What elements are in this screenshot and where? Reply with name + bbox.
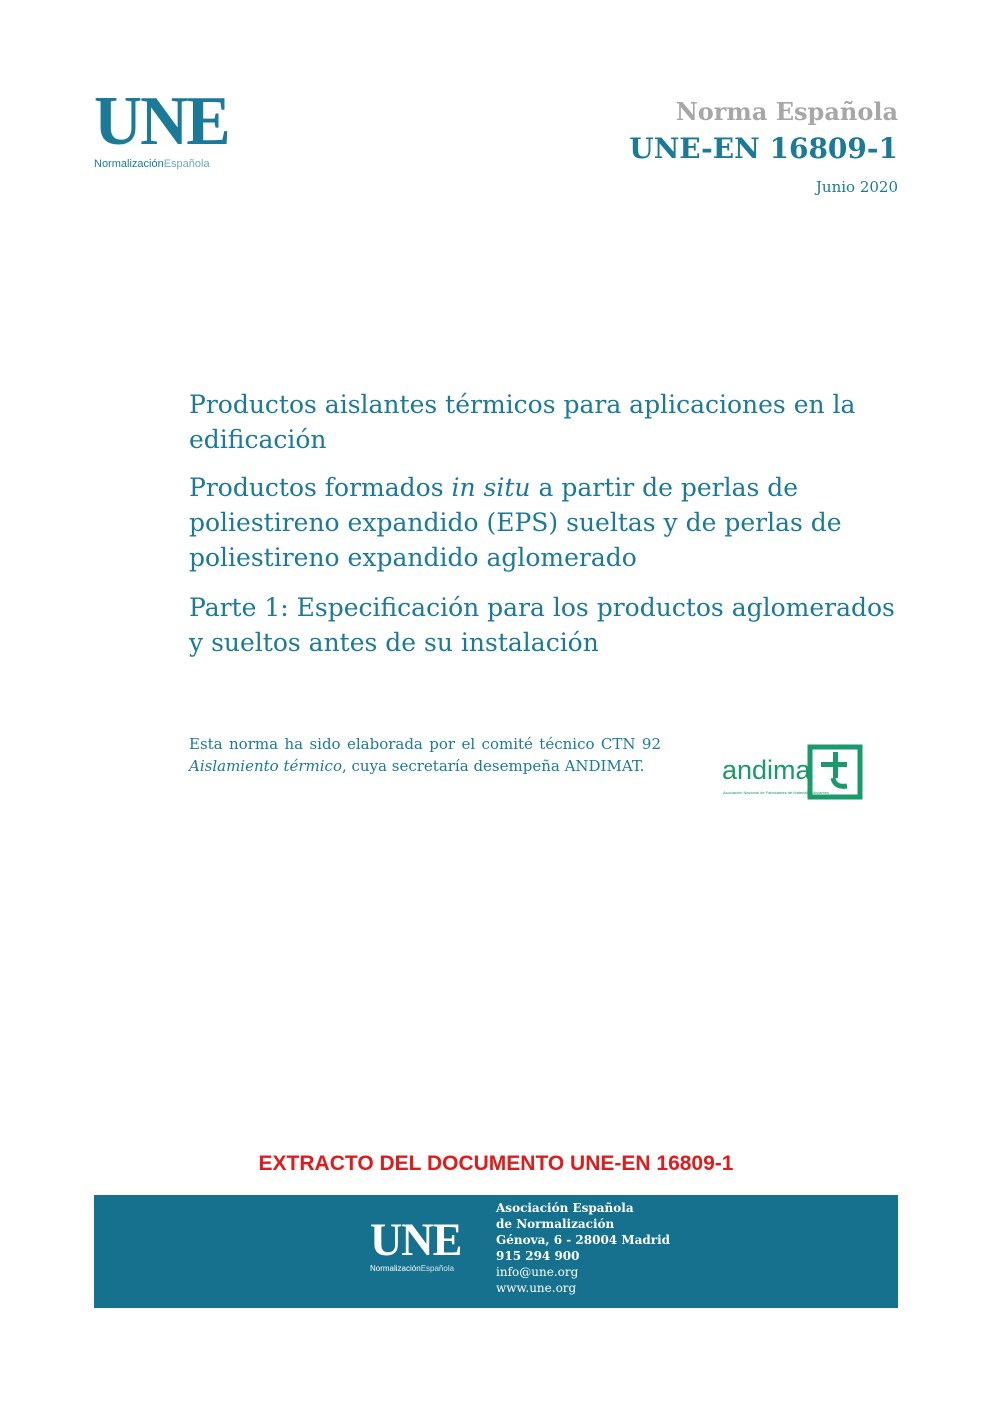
andimat-logo <box>720 742 865 802</box>
footer-band <box>94 1195 898 1308</box>
footer-contact-info <box>496 1200 670 1296</box>
extract-banner: EXTRACTO DEL DOCUMENTO UNE-EN 16809-1 <box>258 1152 734 1175</box>
footer-logo-sub-dark: Normalización <box>370 1264 421 1273</box>
title-2-pre: Productos formados <box>189 473 452 502</box>
footer-org-line2: de Normalización <box>496 1217 615 1231</box>
title-2-italic: in situ <box>451 473 531 502</box>
footer-phone: 915 294 900 <box>496 1249 580 1263</box>
andimat-logo-caption: Asociación Nacional de Fabricantes de Materiales Aislantes <box>723 790 829 795</box>
norma-label: Norma Española <box>675 97 898 126</box>
title-complementary <box>189 470 904 575</box>
committee-statement <box>189 733 661 777</box>
logo-sub-light: Española <box>163 158 210 170</box>
title-2-post: a partir de perlas de poliestireno expandido (EPS) sueltas y de perlas de poliestireno expandido aglomerado <box>189 473 842 572</box>
footer-une-logo <box>370 1214 466 1273</box>
andimat-logo-word: andima <box>722 755 811 785</box>
footer-address: Génova, 6 - 28004 Madrid <box>496 1233 671 1247</box>
une-logo-word: UNE <box>94 83 229 160</box>
standard-date: Junio 2020 <box>815 178 898 196</box>
footer-web-link[interactable]: www.une.org <box>496 1281 577 1295</box>
une-logo <box>94 83 244 170</box>
footer-org-line1: Asociación Española <box>496 1201 634 1215</box>
standard-code: UNE-EN 16809-1 <box>629 132 898 165</box>
committee-post: , cuya secretaría desempeña ANDIMAT. <box>341 757 645 775</box>
footer-logo-sub-light: Española <box>420 1264 455 1273</box>
committee-pre: Esta norma ha sido elaborada por el comité técnico CTN 92 <box>189 735 661 753</box>
committee-italic: Aislamiento térmico <box>189 757 342 775</box>
title-part: Parte 1: Especificación para los productos aglomerados y sueltos antes de su instalación <box>189 593 895 657</box>
title-main: Productos aislantes térmicos para aplicaciones en la edificación <box>189 390 856 454</box>
footer-logo-word: UNE <box>370 1214 462 1266</box>
andimat-t-icon <box>807 744 863 800</box>
logo-sub-dark: Normalización <box>94 158 164 170</box>
footer-email-link[interactable]: info@une.org <box>496 1265 579 1279</box>
